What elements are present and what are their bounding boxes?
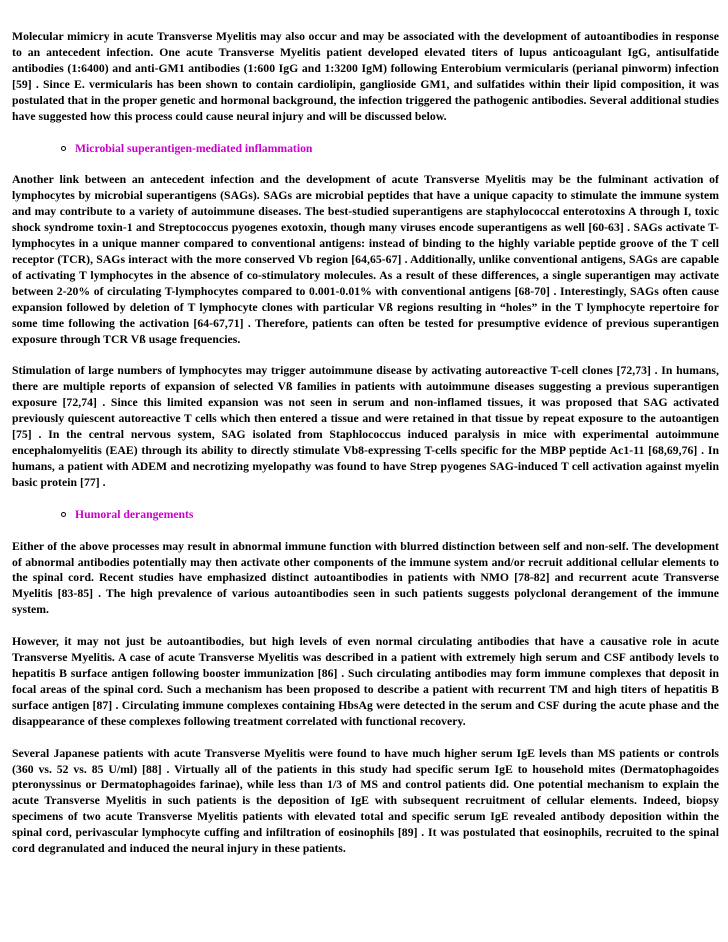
paragraph-abnormal-immune-function: Either of the above processes may result in abnormal immune function with blurred distinction between self and non-self. The development of abnormal antibodies potentially may then activate other components of the immune system and/or recruit additional cellular elements to the spinal cord. Recent studies have emphasized distinct autoantibodies in patients with NMO [78-82] and recurrent acute Transverse Myelitis [83-85] . The high prevalence of various autoantibodies seen in such patients suggests polyclonal derangement of the immune system. [12, 539, 719, 617]
paragraph-molecular-mimicry: Molecular mimicry in acute Transverse Myelitis may also occur and may be associated with the development of autoantibodies in response to an antecedent infection. One acute Transverse Myelitis patient developed elevated titers of lupus anticoagulant IgG, antisulfatide antibodies (1:6400) and anti-GM1 antibodies (1:600 IgG and 1:3200 IgM) following Enterobium vermicularis (perianal pinworm) infection [59] . Since E. vermicularis has been shown to contain cardiolipin, ganglioside GM1, and sulfatides within their lipid composition, it was postulated that in the proper genetic and hormonal background, the infection triggered the pathogenic antibodies. Several additional studies have suggested how this process could cause neural injury and will be discussed below. [12, 30, 719, 123]
paragraph-ige-levels: Several Japanese patients with acute Transverse Myelitis were found to have much higher serum IgE levels than MS patients or controls (360 vs. 52 vs. 85 U/ml) [88] . Virtually all of the patients in this study had specific serum IgE to household mites (Dermatophagoides pteronyssinus or Dermatophagoides farinae), while less than 1/3 of MS and control patients did. One potential mechanism to explain the acute Transverse Myelitis in such patients is the deposition of IgE with subsequent recruitment of cellular elements. Indeed, biopsy specimens of two acute Transverse Myelitis patients with elevated total and specific serum IgE revealed antibody deposition within the spinal cord, perivascular lymphocyte cuffing and infiltration of eosinophils [89] . It was postulated that eosinophils, recruited to the spinal cord degranulated and induced the neural injury in these patients. [12, 746, 719, 856]
section-heading-superantigen [12, 140, 719, 156]
paragraph-gap [12, 730, 719, 746]
paragraph-superantigens: Another link between an antecedent infection and the development of acute Transverse Myelitis may be the fulminant activation of lymphocytes by microbial superantigens (SAGs). SAGs are microbial peptides that have a unique capacity to stimulate the immune system and may contribute to a variety of autoimmune diseases. The best-studied superantigens are staphylococcal enterotoxins A through I, toxic shock syndrome toxin-1 and Streptococcus pyogenes exotoxin, though many viruses encode superantigens as well [60-63] . SAGs activate T-lymphocytes in a unique manner compared to conventional antigens: instead of binding to the highly variable peptide groove of the T cell receptor (TCR), SAGs interact with the more conserved Vb region [64,65-67] . Additionally, unlike conventional antigens, SAGs are capable of activating T lymphocytes in the absence of co-stimulatory molecules. As a result of these differences, a single superantigen may activate between 2-20% of circulating T-lymphocytes compared to 0.001-0.01% with conventional antigens [68-70] . Interestingly, SAGs often cause expansion followed by deletion of T lymphocyte clones with particular Vß regions resulting in “holes” in the T lymphocyte repertoire for some time following the activation [64-67,71] . Therefore, patients can often be tested for presumptive evidence of previous superantigen exposure through TCR Vß usage frequencies. [12, 173, 719, 346]
circle-bullet-icon [61, 146, 66, 151]
paragraph-gap [12, 491, 719, 507]
paragraph-gap [12, 156, 719, 172]
paragraph-gap [12, 124, 719, 140]
section-heading-text: Humoral derangements [75, 508, 194, 522]
paragraph-gap [12, 618, 719, 634]
paragraph-gap [12, 523, 719, 539]
document-page [12, 29, 719, 857]
paragraph-circulating-antibodies: However, it may not just be autoantibodies, but high levels of even normal circulating antibodies that have a causative role in acute Transverse Myelitis. A case of acute Transverse Myelitis was described in a patient with extremely high serum and CSF antibody levels to hepatitis B surface antigen following booster immunization [86] . Such circulating antibodies may form immune complexes that deposit in focal areas of the spinal cord. Such a mechanism has been proposed to describe a patient with recurrent TM and high titers of hepatitis B surface antigen [87] . Circulating immune complexes containing HbsAg were detected in the serum and CSF during the acute phase and the disappearance of these complexes following treatment correlated with functional recovery. [12, 635, 719, 728]
circle-bullet-icon [61, 512, 66, 517]
paragraph-gap [12, 347, 719, 363]
paragraph-lymphocyte-stimulation: Stimulation of large numbers of lymphocytes may trigger autoimmune disease by activating autoreactive T-cell clones [72,73] . In humans, there are multiple reports of expansion of selected Vß families in patients with autoimmune diseases suggesting a previous superantigen exposure [72,74] . Since this limited expansion was not seen in serum and non-inflamed tissues, it was proposed that SAG activated previously quiescent autoreactive T cells which then entered a tissue and were retained in that tissue by repeat exposure to the autoantigen [75] . In the central nervous system, SAG isolated from Staphlococcus induced paralysis in mice with experimental autoimmune encephalomyelitis (EAE) through its ability to directly stimulate Vb8-expressing T-cells specific for the MBP peptide Ac1-11 [68,69,76] . In humans, a patient with ADEM and necrotizing myelopathy was found to have Strep pyogenes SAG-induced T cell activation against myelin basic protein [77] . [12, 364, 719, 489]
section-heading-humoral [12, 507, 719, 523]
section-heading-text: Microbial superantigen-mediated inflammation [75, 141, 313, 155]
